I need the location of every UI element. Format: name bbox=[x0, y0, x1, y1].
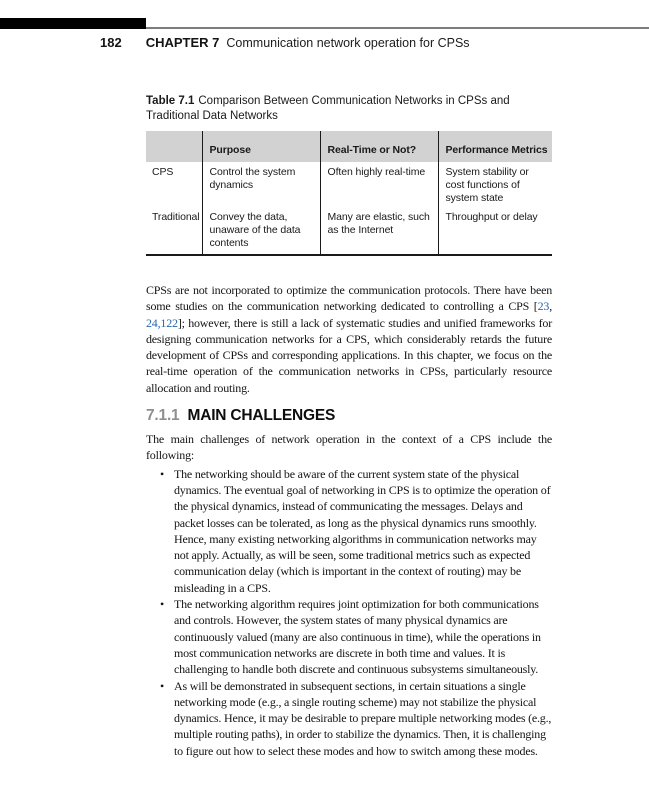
section-title: MAIN CHALLENGES bbox=[187, 407, 336, 425]
intro-paragraph bbox=[146, 282, 552, 396]
table-header-metrics: Performance Metrics bbox=[438, 131, 552, 162]
cell-metrics: System stability or cost functions of system state bbox=[438, 162, 552, 207]
table-header-row bbox=[146, 131, 552, 162]
bullet-text: The networking should be aware of the current system state of the physical dynamics. The eventual goal of networking in CPS is to optimize the operation of the physical dynamics, instead of communicating the messages. Delays and packet losses can be tolerated, as long as the physical dynamics runs smoothly. Hence, many existing networking algorithms in communication networks may not apply. Actually, as will be seen, some traditional metrics such as expected communication delay (which is important in the context of routing) may be misleading in a CPS. bbox=[174, 466, 551, 595]
section-intro-paragraph: The main challenges of network operation in the context of a CPS include the following: bbox=[146, 432, 552, 463]
row-label: CPS bbox=[152, 166, 174, 178]
citation-link-23[interactable]: 23 bbox=[537, 299, 550, 314]
bullet-text: The networking algorithm requires joint optimization for both communications and controls. However, the system states of many physical dynamics are continuously valued (many are also continuous in time), while the operations in most communication networks are discrete in both time and values. It is challenging to handle both discrete and continuous subsystems simultaneously. bbox=[174, 597, 541, 677]
bullet-icon: • bbox=[160, 597, 165, 612]
cell-purpose: Convey the data, unaware of the data contents bbox=[202, 207, 320, 255]
paragraph-text: CPSs are not incorporated to optimize the communication protocols. There have been some studies on the communication networking dedicated to controlling a CPS [ bbox=[146, 283, 552, 314]
table-caption-label: Table 7.1 bbox=[146, 95, 195, 107]
page-content bbox=[146, 94, 552, 759]
page-number: 182 bbox=[100, 35, 122, 50]
cell-realtime: Many are elastic, such as the Internet bbox=[320, 207, 438, 255]
cell-metrics: Throughput or delay bbox=[438, 207, 552, 255]
cell-realtime: Often highly real-time bbox=[320, 162, 438, 207]
row-label: Traditional bbox=[152, 211, 200, 223]
bullet-text: As will be demonstrated in subsequent sections, in certain situations a single networking mode (e.g., a single routing scheme) may not stabilize the physical dynamics. Hence, it may be desirable to prepare multiple networking modes (e.g., multiple routing paths), in order to stabilize the dynamics. Then, it is challenging to figure out how to select these modes and how to switch among these modes. bbox=[174, 678, 552, 758]
list-item bbox=[146, 466, 552, 596]
challenges-bullet-list bbox=[146, 466, 552, 759]
citation-separator: , bbox=[549, 299, 552, 314]
table-header-realtime: Real-Time or Not? bbox=[320, 131, 438, 162]
chapter-thumb-bar bbox=[0, 18, 146, 29]
paragraph-text: ]; however, there is still a lack of systematic studies and unified frameworks for designing communication networks for a CPS, which considerably retards the future development of CPSs and corresponding applications. In this chapter, we focus on the real-time operation of the communication networks in CPSs, particularly resource allocation and routing. bbox=[146, 315, 552, 395]
bullet-icon: • bbox=[160, 678, 165, 693]
table-header-purpose: Purpose bbox=[202, 131, 320, 162]
chapter-title: Communication network operation for CPSs bbox=[226, 36, 470, 50]
bullet-icon: • bbox=[160, 466, 165, 481]
citation-link-24-122[interactable]: 24,122 bbox=[146, 315, 178, 330]
table-row bbox=[146, 162, 552, 207]
list-item bbox=[146, 678, 552, 759]
table-caption-text: Comparison Between Communication Networks in CPSs and Traditional Data Networks bbox=[146, 95, 510, 122]
cell-purpose: Control the system dynamics bbox=[202, 162, 320, 207]
comparison-table bbox=[146, 131, 552, 256]
section-heading bbox=[146, 407, 552, 425]
table-header-rowlabel bbox=[146, 131, 202, 162]
chapter-label: CHAPTER 7 bbox=[145, 35, 220, 50]
table-row bbox=[146, 207, 552, 255]
table-caption bbox=[146, 94, 536, 124]
section-number: 7.1.1 bbox=[146, 407, 180, 425]
list-item bbox=[146, 596, 552, 677]
running-head bbox=[100, 35, 470, 51]
